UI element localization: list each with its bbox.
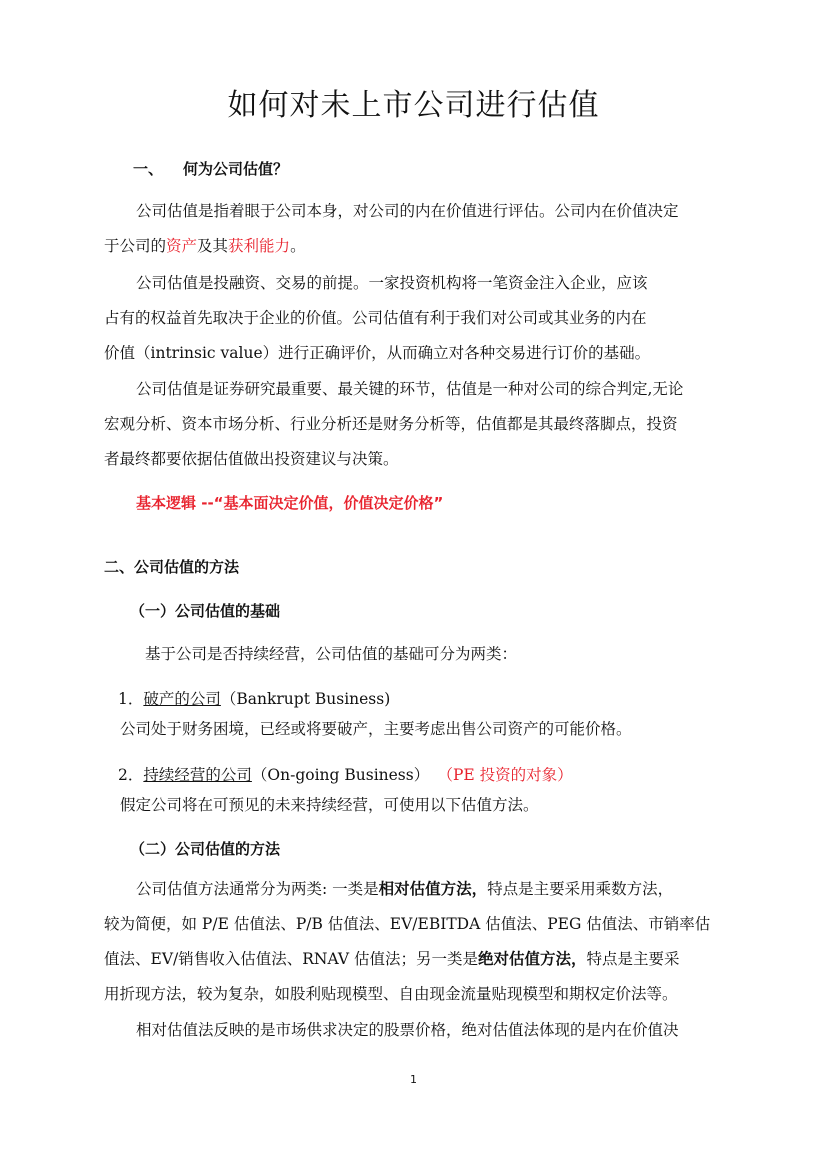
p4-line-3 [104, 942, 724, 977]
relative-valuation-term: 相对估值方法， [378, 880, 488, 898]
paragraph-1 [104, 194, 724, 264]
p3-line-3: 者最终都要依据估值做出投资建议与决策。 [104, 450, 399, 468]
section1-heading: 何为公司估值？ [183, 160, 289, 178]
p3-line-1: 公司估值是证券研究最重要、最关键的环节，估值是一种对公司的综合判定,无论 [136, 380, 684, 398]
p2-line-2: 占有的权益首先取决于企业的价值。公司估值有利于我们对公司或其业务的内在 [104, 309, 647, 327]
p4-text-3a: 值法、EV/销售收入估值法、RNAV 估值法；另一类是 [104, 950, 479, 968]
p4-text-3c: 特点是主要采 [586, 950, 680, 968]
item-1-number: 1． [118, 690, 144, 708]
p2-line-1: 公司估值是投融资、交易的前提。一家投资机构将一笔资金注入企业，应该 [136, 274, 648, 292]
item-1-title [118, 687, 390, 709]
p1-text-e: 。 [290, 237, 306, 255]
p4-line-1 [104, 872, 724, 907]
section1-number: 一、 [133, 160, 164, 178]
p1-text-c: 及其 [197, 237, 229, 255]
basis-intro: 基于公司是否持续经营，公司估值的基础可分为两类： [145, 645, 518, 663]
subsection-1-heading: （一）公司估值的基础 [130, 602, 281, 620]
basic-logic-line: 基本逻辑 --“基本面决定价值，价值决定价格” [136, 494, 444, 512]
item-2-title [118, 763, 573, 785]
p4-line-4: 用折现方法，较为复杂，如股利贴现模型、自由现金流量贴现模型和期权定价法等。 [104, 985, 678, 1003]
item-1-name: 破产的公司 [143, 690, 221, 708]
p1-text-a: 于公司的 [104, 237, 167, 255]
item-2-name: 持续经营的公司 [143, 766, 252, 784]
keyword-assets: 资产 [166, 237, 198, 255]
keyword-profitability: 获利能力 [228, 237, 291, 255]
p4-text-a: 公司估值方法通常分为两类: 一类是 [136, 880, 379, 898]
paragraph-5 [104, 1013, 724, 1048]
paragraph-4 [104, 872, 724, 1012]
item-1-description: 公司处于财务困境，已经或将要破产，主要考虑出售公司资产的可能价格。 [120, 720, 632, 738]
p2-line-3: 价值（intrinsic value）进行正确评价，从而确立对各种交易进行订价的基础。 [104, 344, 651, 362]
p1-line-2 [104, 229, 724, 264]
p4-line-2: 较为简便，如 P/E 估值法、P/B 估值法、EV/EBITDA 估值法、PEG 估值法、市销率估 [104, 915, 711, 933]
item-2-english: （On-going Business） [251, 766, 430, 784]
p4-text-c: 特点是主要采用乘数方法， [487, 880, 674, 898]
absolute-valuation-term: 绝对估值方法， [478, 950, 587, 968]
p1-line-1: 公司估值是指着眼于公司本身，对公司的内在价值进行评估。公司内在价值决定 [136, 202, 679, 220]
paragraph-3 [104, 372, 724, 477]
document-title: 如何对未上市公司进行估值 [227, 88, 600, 123]
paragraph-2 [104, 266, 724, 371]
p3-line-2: 宏观分析、资本市场分析、行业分析还是财务分析等，估值都是其最终落脚点，投资 [104, 415, 678, 433]
subsection-2-heading: （二）公司估值的方法 [130, 840, 281, 858]
item-1-english: （Bankrupt Business) [220, 690, 391, 708]
page-number: 1 [410, 1073, 417, 1086]
p5-line-1: 相对估值法反映的是市场供求决定的股票价格，绝对估值法体现的是内在价值决 [136, 1021, 679, 1039]
item-2-number: 2． [118, 766, 144, 784]
section2-heading: 二、公司估值的方法 [104, 558, 240, 576]
item-2-description: 假定公司将在可预见的未来持续经营，可使用以下估值方法。 [120, 796, 539, 814]
pe-target-note: （PE 投资的对象） [445, 766, 573, 784]
